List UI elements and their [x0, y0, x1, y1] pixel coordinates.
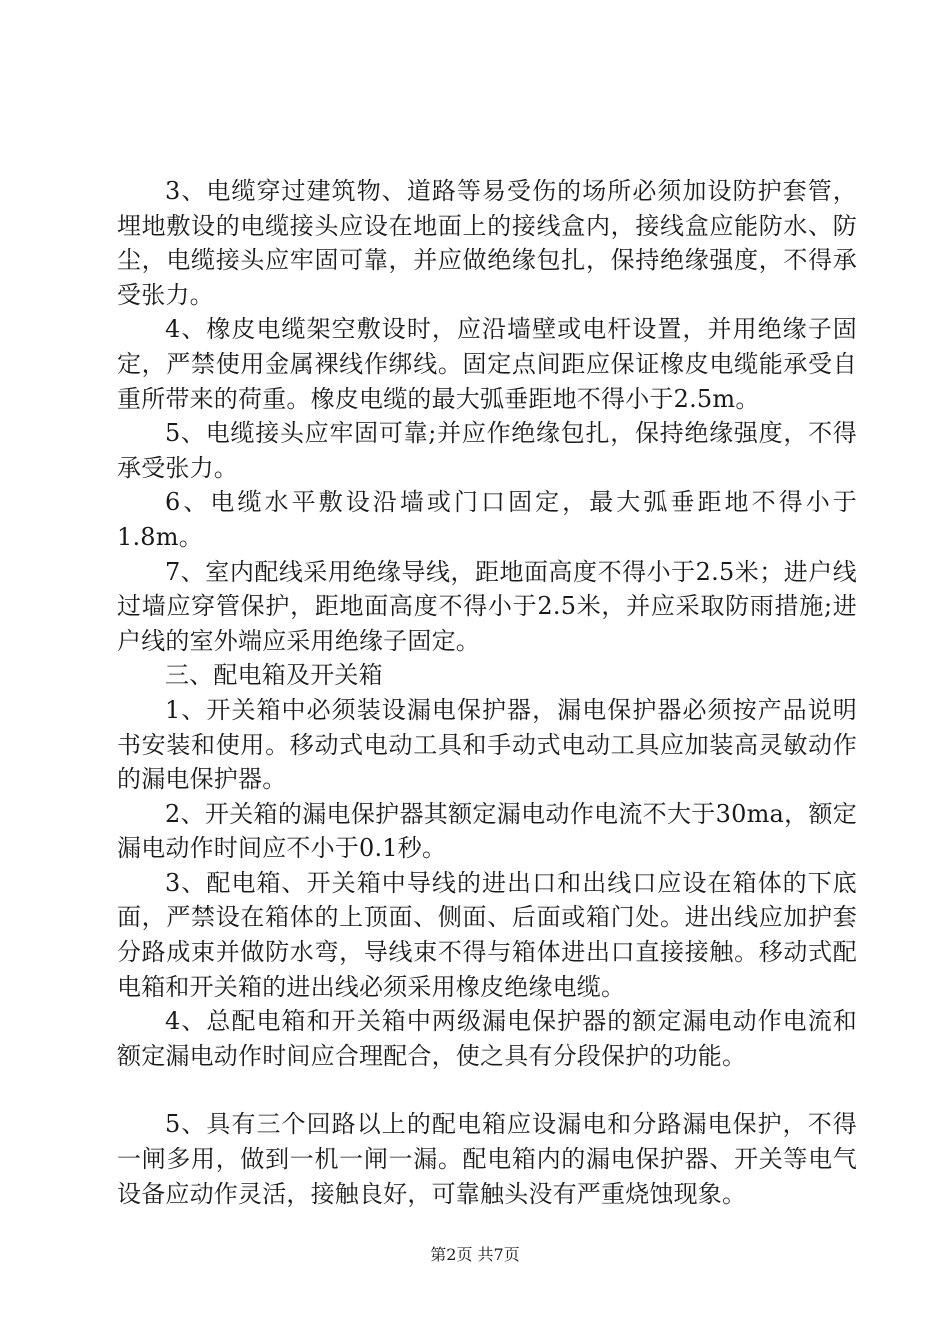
paragraph-horizontal-laying: 6、电缆水平敷设沿墙或门口固定，最大弧垂距地不得小于1.8m。 [117, 488, 857, 551]
paragraph-indoor-wiring: 7、室内配线采用绝缘导线，距地面高度不得小于2.5米；进户线过墙应穿管保护，距地面高度不得小于2.5米，并应采取防雨措施;进户线的室外端应采用绝缘子固定。 [117, 557, 857, 655]
paragraph-leakage-protector: 1、开关箱中必须装设漏电保护器，漏电保护器必须按产品说明书安装和使用。移动式电动工具和手动式电动工具应加装高灵敏动作的漏电保护器。 [117, 695, 857, 794]
paragraph-cable-crossing: 3、电缆穿过建筑物、道路等易受伤的场所必须加设防护套管，埋地敷设的电缆接头应设在地面上的接线盒内，接线盒应能防水、防尘，电缆接头应牢固可靠，并应做绝缘包扎，保持绝缘强度，不得承受张力。 [117, 177, 857, 309]
page-footer: 第2页 共7页 [430, 1245, 520, 1264]
paragraph-two-level-protection: 4、总配电箱和开关箱中两级漏电保护器的额定漏电动作电流和额定漏电动作时间应合理配合，使之具有分段保护的功能。 [117, 1007, 857, 1070]
paragraph-cable-joint: 5、电缆接头应牢固可靠;并应作绝缘包扎，保持绝缘强度，不得承受张力。 [117, 419, 857, 482]
paragraph-multi-circuit-box: 5、具有三个回路以上的配电箱应设漏电和分路漏电保护，不得一闸多用，做到一机一闸一漏。配电箱内的漏电保护器、开关等电气设备应动作灵活，接触良好，可靠触头没有严重烧蚀现象。 [117, 1110, 857, 1208]
section-heading-distribution-box: 三、配电箱及开关箱 [165, 661, 383, 690]
paragraph-rated-current: 2、开关箱的漏电保护器其额定漏电动作电流不大于30ma，额定漏电动作时间应不小于0.1秒。 [117, 799, 857, 863]
document-body [117, 174, 857, 1211]
paragraph-wire-inlet-outlet: 3、配电箱、开关箱中导线的进出口和出线口应设在箱体的下底面，严禁设在箱体的上顶面、侧面、后面或箱门处。进出线应加护套分路成束并做防水弯，导线束不得与箱体进出口直接接触。移动式配电箱和开关箱的进出线必须采用橡皮绝缘电缆。 [117, 868, 857, 1001]
paragraph-rubber-cable-overhead: 4、橡皮电缆架空敷设时，应沿墙壁或电杆设置，并用绝缘子固定，严禁使用金属裸线作绑线。固定点间距应保证橡皮电缆能承受自重所带来的荷重。橡皮电缆的最大弧垂距地不得小于2.5m。 [117, 315, 857, 413]
